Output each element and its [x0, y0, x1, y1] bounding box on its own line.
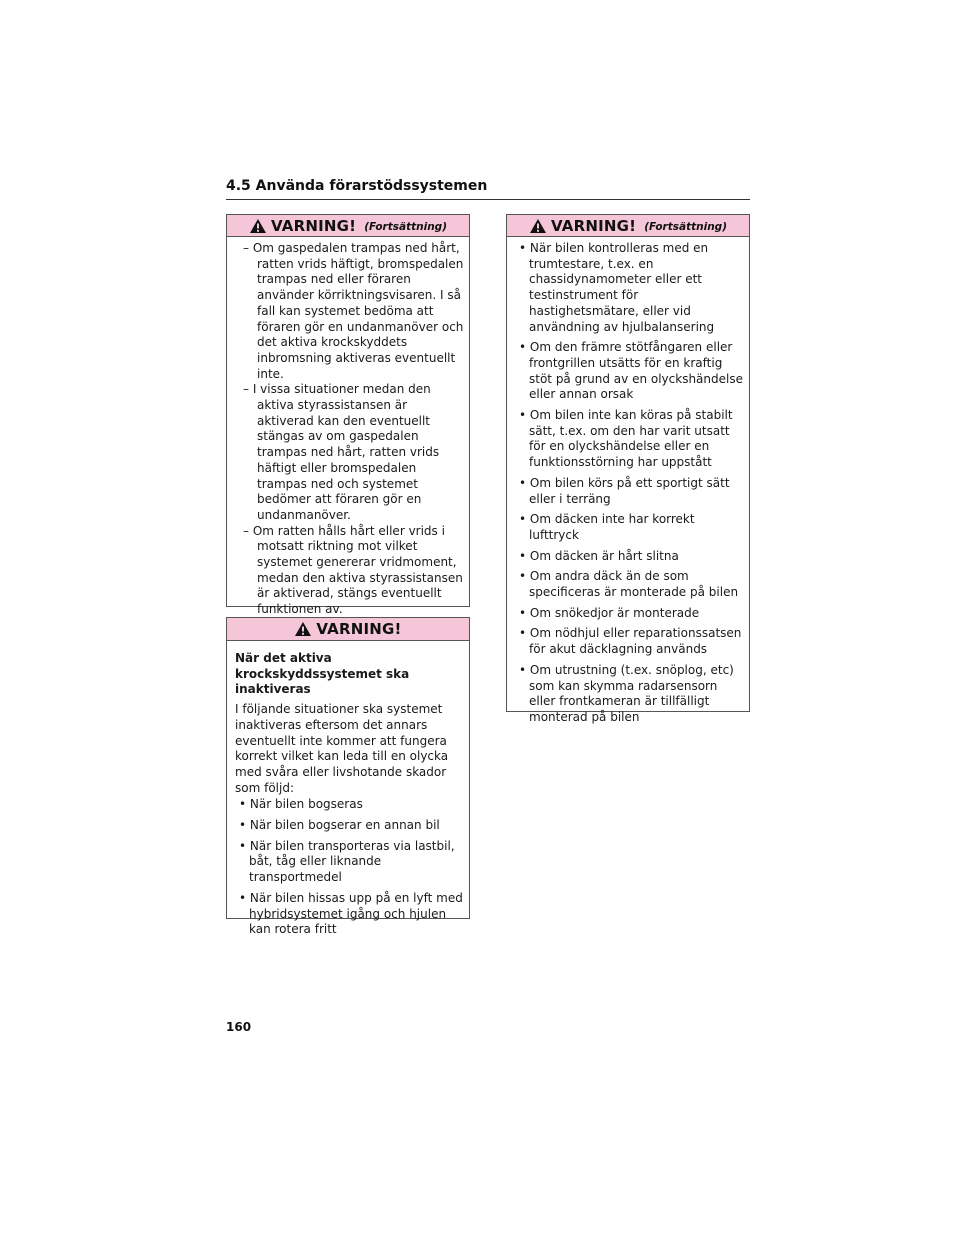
bullet-list-item: • När bilen transporteras via lastbil, båt, tåg eller liknande transportmedel	[235, 839, 465, 886]
bullet-list-item: • Om den främre stötfångaren eller frontgrillen utsätts för en kraftig stöt på grund av en olyckshändelse eller annan orsak	[515, 340, 745, 403]
bullet-list	[507, 237, 749, 739]
section-title: 4.5 Använda förarstödssystemen	[226, 178, 750, 200]
bullet-list-item: • Om snökedjor är monterade	[515, 606, 745, 622]
bullet-list-item: • När bilen bogseras	[235, 797, 465, 813]
warning-body	[227, 237, 469, 626]
continued-label: (Fortsättning)	[644, 221, 727, 233]
dash-list-item: – I vissa situationer medan den aktiva styrassistansen är aktiverad kan den eventuellt stängas av om gaspedalen trampas ned hårt, ratten vrids häftigt eller bromspedalen trampas ned och systemet bedömer att föraren gör en undanmanöver.	[235, 382, 465, 523]
page-number: 160	[226, 1020, 252, 1034]
bullet-list-item: • Om bilen inte kan köras på stabilt sätt, t.ex. om den har varit utsatt för en olyckshändelse eller en funktionsstörning har uppstått	[515, 408, 745, 471]
warning-header	[227, 617, 469, 641]
warning-body	[227, 641, 469, 951]
continued-label: (Fortsättning)	[364, 221, 447, 233]
warning-box-deactivate	[226, 617, 470, 937]
bullet-list-item: • Om däcken inte har korrekt lufttryck	[515, 512, 745, 543]
warning-heading: När det aktiva krockskyddssystemet ska inaktiveras	[235, 651, 410, 697]
warning-header	[227, 215, 469, 237]
bullet-list-item: • När bilen bogserar en annan bil	[235, 818, 465, 834]
warning-triangle-icon	[294, 621, 312, 637]
bullet-list-item: • Om bilen körs på ett sportigt sätt eller i terräng	[515, 476, 745, 507]
warning-intro: I följande situationer ska systemet inaktiveras eftersom det annars eventuellt inte kommer att fungera korrekt vilket kan leda till en olycka med svåra eller livshotande skador som följd:	[235, 702, 449, 795]
warning-header	[507, 215, 749, 237]
dash-list-item: – Om ratten hålls hårt eller vrids i motsatt riktning mot vilket systemet genererar vridmoment, medan den aktiva styrassistansen är aktiverad, stängs eventuellt funktionen av.	[235, 524, 465, 618]
warning-triangle-icon	[529, 218, 547, 234]
bullet-list-item: • När bilen kontrolleras med en trumtestare, t.ex. en chassidynamometer eller ett testinstrument för hastighetsmätare, eller vid användning av hjulbalansering	[515, 241, 745, 335]
warning-box-continued-left	[226, 214, 470, 617]
bullet-list-item: • Om nödhjul eller reparationssatsen för akut däcklagning används	[515, 626, 745, 657]
bullet-list-item: • När bilen hissas upp på en lyft med hybridsystemet igång och hjulen kan rotera fritt	[235, 891, 465, 938]
dash-list-item: – Om gaspedalen trampas ned hårt, ratten vrids häftigt, bromspedalen trampas ned eller föraren använder körriktningsvisaren. I så fall kan systemet bedöma att föraren gör en undanmanöver och det aktiva krockskyddets inbromsning aktiveras eventuellt inte.	[235, 241, 465, 382]
warning-title: VARNING!	[316, 620, 402, 638]
warning-triangle-icon	[249, 218, 267, 234]
bullet-list	[235, 797, 465, 938]
warning-title: VARNING!	[550, 216, 637, 235]
bullet-list-item: • Om utrustning (t.ex. snöplog, etc) som kan skymma radarsensorn eller frontkameran är tillfälligt monterad på bilen	[515, 663, 745, 726]
warning-box-continued-right	[506, 214, 750, 724]
bullet-list-item: • Om andra däck än de som specificeras är monterade på bilen	[515, 569, 745, 600]
bullet-list-item: • Om däcken är hårt slitna	[515, 549, 745, 565]
warning-title: VARNING!	[270, 216, 357, 235]
